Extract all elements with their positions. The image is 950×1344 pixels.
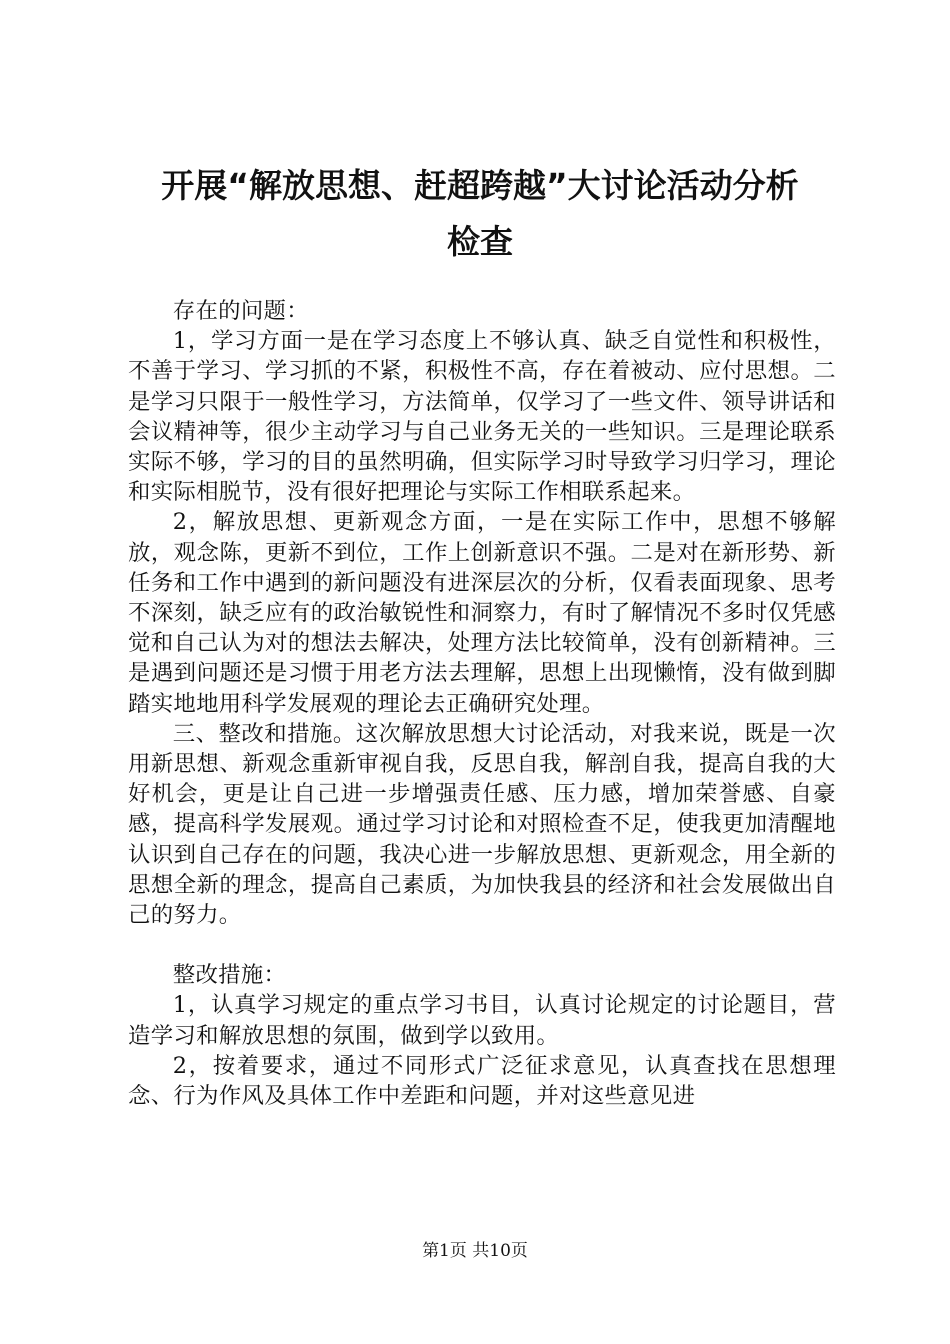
section-heading-problems: 存在的问题：: [172, 298, 309, 324]
document-body: [128, 296, 836, 1111]
section-heading-measures: 整改措施：: [172, 962, 287, 989]
paragraph-measure-2: 2，按着要求，通过不同形式广泛征求意见，认真查找在思想理念、行为作风及具体工作中差距和问题，并对这些意见进: [128, 1052, 836, 1110]
paragraph-learning: 1，学习方面一是在学习态度上不够认真、缺乏自觉性和积极性，不善于学习、学习抓的不紧，积极性不高，存在着被动、应付思想。二是学习只限于一般性学习，方法简单，仅学习了一些文件、领导讲话和会议精神等，很少主动学习与自己业务无关的一些知识。三是理论联系实际不够，学习的目的虽然明确，但实际学习时导致学习归学习，理论和实际相脱节，没有很好把理论与实际工作相联系起来。: [128, 328, 836, 506]
paragraph-ideas: 2，解放思想、更新观念方面，一是在实际工作中，思想不够解放，观念陈，更新不到位，工作上创新意识不强。二是对在新形势、新任务和工作中遇到的新问题没有进深层次的分析，仅看表面现象、思考不深刻，缺乏应有的政治敏锐性和洞察力，有时了解情况不多时仅凭感觉和自己认为对的想法去解决，处理方法比较简单，没有创新精神。三是遇到问题还是习惯于用老方法去理解，思想上出现懒惰，没有做到脚踏实地地用科学发展观的理论去正确研究处理。: [128, 509, 836, 717]
paragraph-rectification: 三、整改和措施。这次解放思想大讨论活动，对我来说，既是一次用新思想、新观念重新审视自我，反思自我，解剖自我，提高自我的大好机会，更是让自己进一步增强责任感、压力感，增加荣誉感、自豪感，提高科学发展观。通过学习讨论和对照检查不足，使我更加清醒地认识到自己存在的问题，我决心进一步解放思想、更新观念，用全新的思想全新的理念，提高自己素质，为加快我县的经济和社会发展做出自己的努力。: [128, 720, 836, 929]
title-line-2: 检查: [447, 222, 513, 261]
document-title: [120, 158, 840, 270]
title-line-1: 开展“解放思想、赶超跨越”大讨论活动分析: [161, 166, 799, 205]
paragraph-measure-1: 1，认真学习规定的重点学习书目，认真讨论规定的讨论题目，营造学习和解放思想的氛围，做到学以致用。: [128, 992, 836, 1049]
page-footer: 第1页 共10页: [422, 1241, 528, 1261]
